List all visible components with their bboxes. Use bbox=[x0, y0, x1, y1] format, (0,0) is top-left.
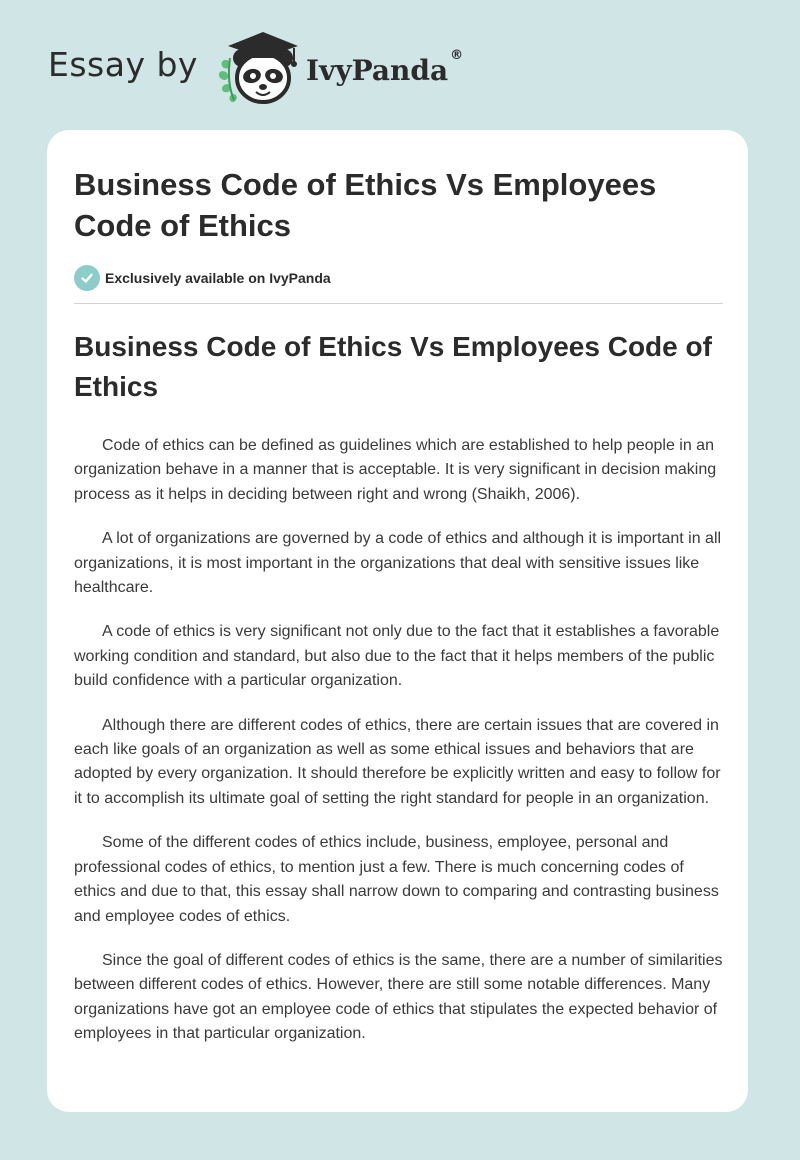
brand-name bbox=[305, 47, 464, 87]
brand-prefix: Essay by bbox=[48, 44, 198, 84]
registered-mark: ® bbox=[450, 47, 464, 63]
exclusive-badge-text: Exclusively available on IvyPanda bbox=[105, 270, 331, 286]
essay-title: Business Code of Ethics Vs Employees Code of Ethics bbox=[74, 167, 657, 243]
essay-heading: Business Code of Ethics Vs Employees Code of Ethics bbox=[74, 331, 712, 402]
essay-paragraph: A code of ethics is very significant not only due to the fact that it establishes a favorable working condition and standard, but also due to the fact that it helps members of the public build confidence with a particular organization. bbox=[74, 623, 720, 690]
check-circle-icon bbox=[74, 265, 100, 291]
brand-header bbox=[48, 28, 508, 108]
essay-card bbox=[47, 130, 748, 1112]
essay-body bbox=[74, 434, 723, 1047]
essay-paragraph: Since the goal of different codes of ethics is the same, there are a number of similarities between different codes of ethics. However, there are still some notable differences. Many organizations have got an employee code of ethics that stipulates the expected behavior of employees in that particular organization. bbox=[74, 951, 723, 1043]
essay-paragraph: A lot of organizations are governed by a code of ethics and although it is important in all organizations, it is most important in the organizations that deal with sensitive issues like healthcare. bbox=[74, 530, 722, 597]
essay-paragraph: Code of ethics can be defined as guidelines which are established to help people in an organization behave in a manner that is acceptable. It is very significant in decision making process as it helps in deciding between right and wrong (Shaikh, 2006). bbox=[74, 437, 717, 503]
divider bbox=[74, 303, 723, 304]
brand-name-text: IvyPanda bbox=[305, 53, 449, 87]
essay-content bbox=[74, 130, 723, 1067]
panda-logo-icon bbox=[212, 28, 304, 108]
essay-paragraph: Although there are different codes of ethics, there are certain issues that are covered in each like goals of an organization as well as some ethical issues and behaviors that are adopted by every organization. It should therefore be explicitly written and easy to follow for it to accomplish its ultimate goal of setting the right standard for people in an organization. bbox=[74, 716, 721, 807]
exclusive-badge bbox=[74, 265, 723, 291]
essay-paragraph: Some of the different codes of ethics include, business, employee, personal and professional codes of ethics, to mention just a few. There is much concerning codes of ethics and due to that, this essay shall narrow down to comparing and contrasting business and employee codes of ethics. bbox=[74, 834, 719, 925]
